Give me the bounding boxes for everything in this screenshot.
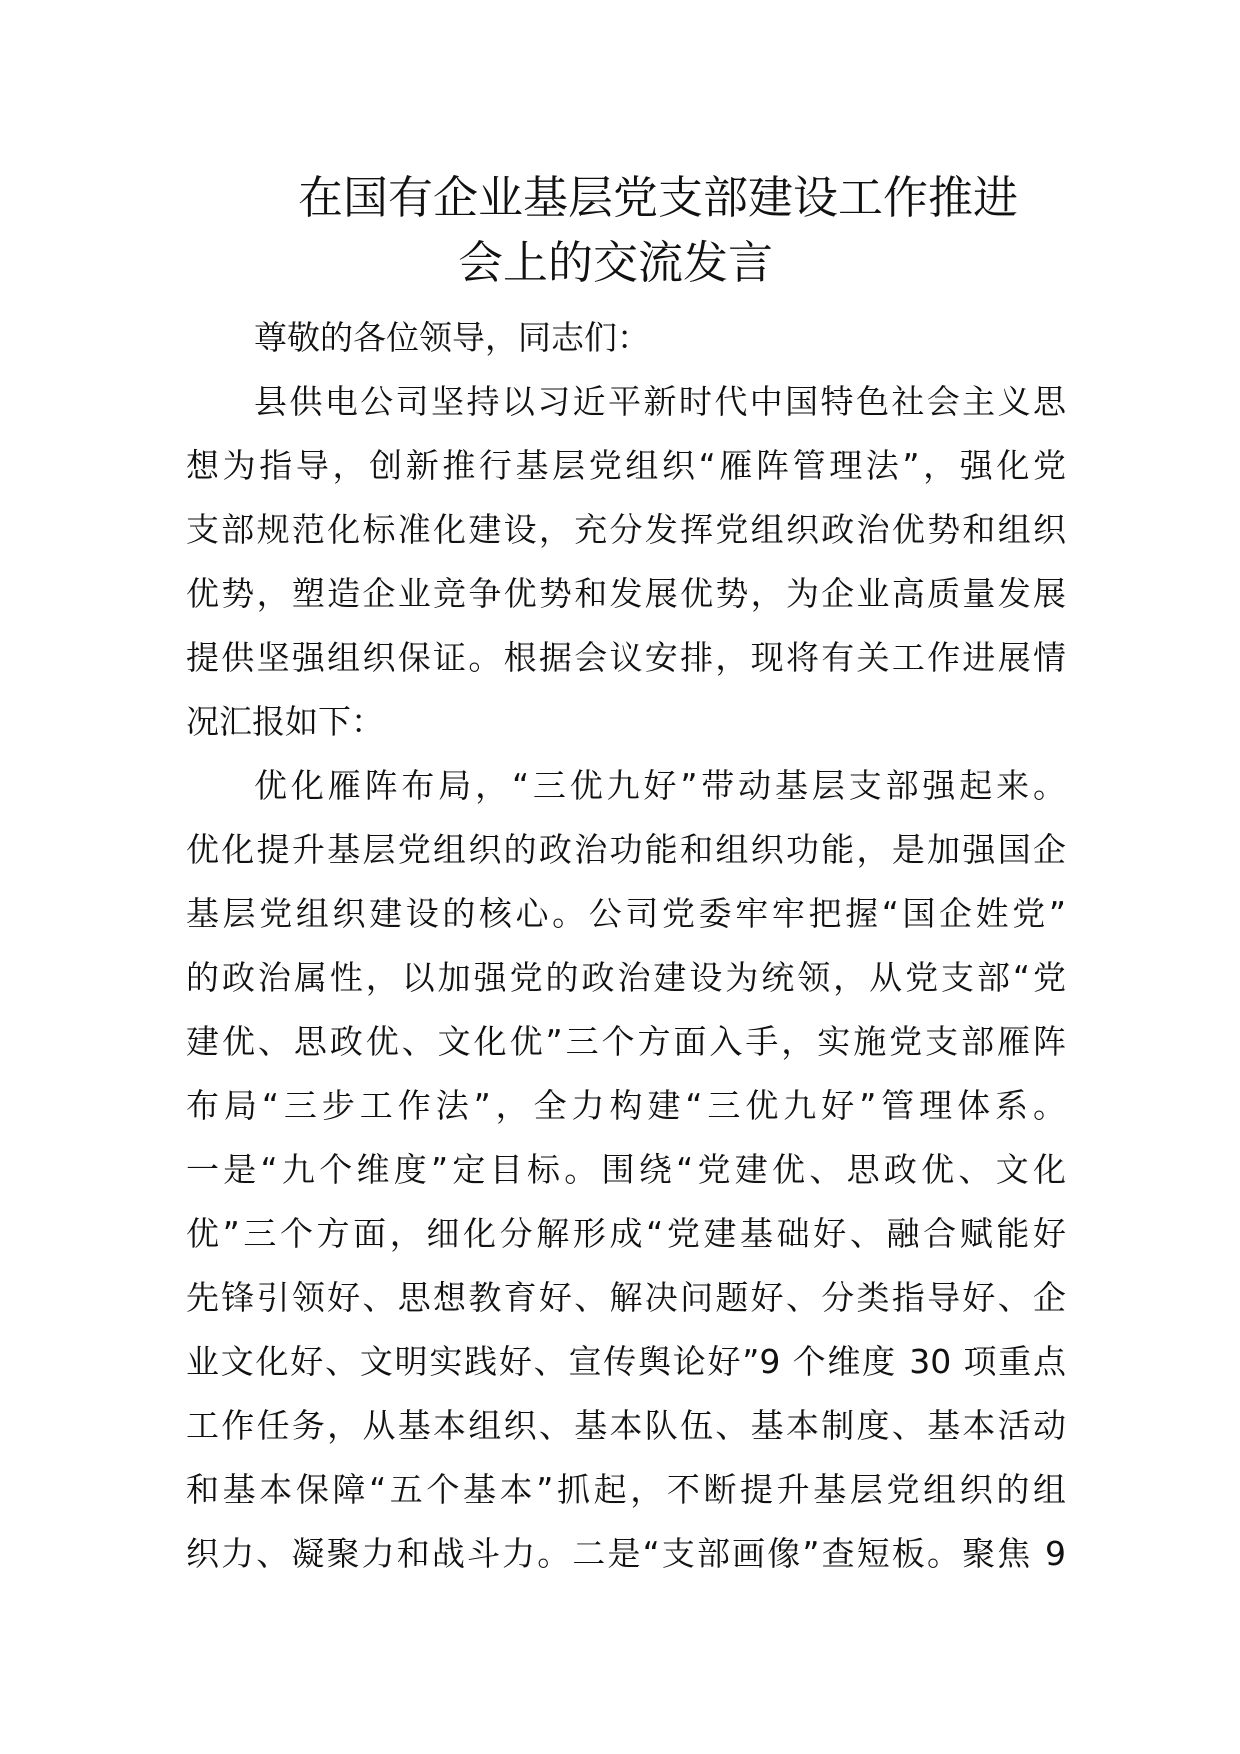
body-line: 建优、思政优、文化优”三个方面入手，实施党支部雁阵	[186, 1022, 1066, 1061]
body-line: 优化提升基层党组织的政治功能和组织功能，是加强国企	[186, 830, 1066, 869]
body-line: 优势，塑造企业竞争优势和发展优势，为企业高质量发展	[186, 574, 1066, 613]
body-line: 况汇报如下：	[186, 702, 384, 741]
body-line: 的政治属性，以加强党的政治建设为统领，从党支部“党	[186, 958, 1066, 997]
body-line: 基层党组织建设的核心。公司党委牢牢把握“国企姓党”	[186, 894, 1066, 933]
body-line: 县供电公司坚持以习近平新时代中国特色社会主义思	[254, 382, 1066, 421]
body-line: 一是“九个维度”定目标。围绕“党建优、思政优、文化	[186, 1150, 1066, 1189]
salutation: 尊敬的各位领导，同志们：	[254, 318, 650, 357]
body-line: 支部规范化标准化建设，充分发挥党组织政治优势和组织	[186, 510, 1066, 549]
body-line: 提供坚强组织保证。根据会议安排，现将有关工作进展情	[186, 638, 1066, 677]
body-line: 业文化好、文明实践好、宣传舆论好”9 个维度 30 项重点	[186, 1342, 1066, 1381]
document-title-line-2: 会上的交流发言	[458, 236, 774, 289]
body-line: 工作任务，从基本组织、基本队伍、基本制度、基本活动	[186, 1406, 1066, 1445]
body-line: 布局“三步工作法”，全力构建“三优九好”管理体系。	[186, 1086, 1066, 1125]
body-line: 优”三个方面，细化分解形成“党建基础好、融合赋能好	[186, 1214, 1066, 1253]
document-title-line-1: 在国有企业基层党支部建设工作推进	[298, 171, 1019, 224]
body-line: 想为指导，创新推行基层党组织“雁阵管理法”，强化党	[186, 446, 1066, 485]
body-line: 织力、凝聚力和战斗力。二是“支部画像”查短板。聚焦 9	[186, 1534, 1066, 1573]
body-line: 优化雁阵布局，“三优九好”带动基层支部强起来。	[254, 766, 1066, 805]
body-line: 先锋引领好、思想教育好、解决问题好、分类指导好、企	[186, 1278, 1066, 1317]
body-line: 和基本保障“五个基本”抓起，不断提升基层党组织的组	[186, 1470, 1066, 1509]
